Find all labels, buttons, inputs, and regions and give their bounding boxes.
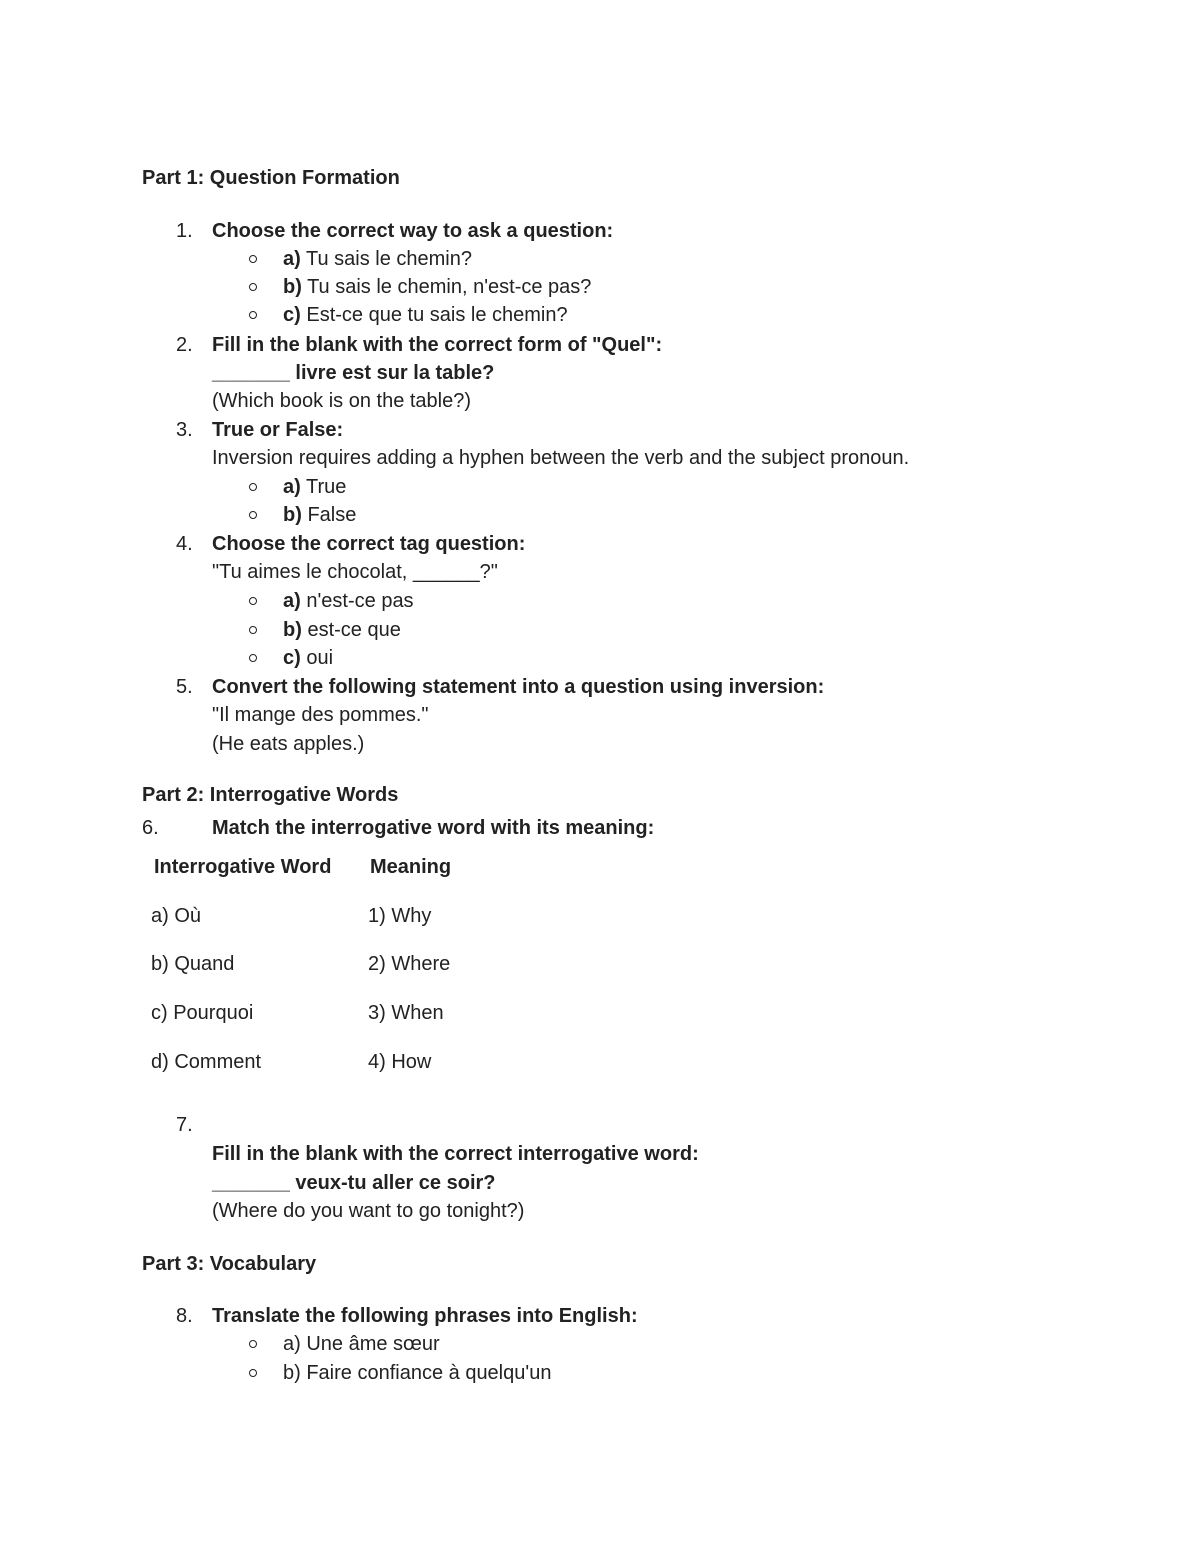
q3-prompt: True or False:	[212, 419, 344, 441]
table-cell: 4) How	[368, 1051, 432, 1073]
q2-number: 2.	[176, 334, 193, 356]
q1-number: 1.	[176, 220, 193, 242]
bullet-icon	[249, 654, 257, 662]
part1-heading: Part 1: Question Formation	[142, 167, 400, 189]
q8-prompt: Translate the following phrases into English:	[212, 1305, 638, 1327]
q6-number: 6.	[142, 817, 159, 839]
q4-number: 4.	[176, 533, 193, 555]
bullet-icon	[249, 1340, 257, 1348]
q8-number: 8.	[176, 1305, 193, 1327]
q3-number: 3.	[176, 419, 193, 441]
table-cell: 1) Why	[368, 905, 432, 927]
q5-translation: (He eats apples.)	[212, 733, 365, 755]
q4-option-b: b) est-ce que	[283, 619, 401, 641]
bullet-icon	[249, 283, 257, 291]
q2-translation: (Which book is on the table?)	[212, 390, 472, 412]
q4-option-c: c) oui	[283, 647, 334, 669]
table-header-word: Interrogative Word	[154, 856, 332, 878]
bullet-icon	[249, 597, 257, 605]
q3-statement: Inversion requires adding a hyphen between the verb and the subject pronoun.	[212, 447, 910, 469]
part2-heading: Part 2: Interrogative Words	[142, 784, 399, 806]
q7-number: 7.	[176, 1114, 193, 1136]
table-cell: 3) When	[368, 1002, 444, 1024]
table-cell: a) Où	[151, 905, 202, 927]
q8-item-b: b) Faire confiance à quelqu'un	[283, 1362, 552, 1384]
bullet-icon	[249, 311, 257, 319]
q5-sentence: "Il mange des pommes."	[212, 704, 429, 726]
q2-prompt: Fill in the blank with the correct form of "Quel":	[212, 334, 663, 356]
bullet-icon	[249, 255, 257, 263]
table-cell: 2) Where	[368, 953, 451, 975]
q3-option-a: a) True	[283, 476, 347, 498]
bullet-icon	[249, 483, 257, 491]
q1-prompt: Choose the correct way to ask a question:	[212, 220, 614, 242]
q4-sentence: "Tu aimes le chocolat, ______?"	[212, 561, 498, 583]
q7-sentence: _______ veux-tu aller ce soir?	[212, 1172, 496, 1194]
bullet-icon	[249, 626, 257, 634]
q5-number: 5.	[176, 676, 193, 698]
bullet-icon	[249, 511, 257, 519]
q7-translation: (Where do you want to go tonight?)	[212, 1200, 525, 1222]
part3-heading: Part 3: Vocabulary	[142, 1253, 317, 1275]
q1-option-a: a) Tu sais le chemin?	[283, 248, 472, 270]
q4-option-a: a) n'est-ce pas	[283, 590, 414, 612]
bullet-icon	[249, 1369, 257, 1377]
table-header-meaning: Meaning	[370, 856, 452, 878]
q8-item-a: a) Une âme sœur	[283, 1333, 440, 1355]
table-cell: c) Pourquoi	[151, 1002, 254, 1024]
q1-option-b: b) Tu sais le chemin, n'est-ce pas?	[283, 276, 592, 298]
table-cell: b) Quand	[151, 953, 235, 975]
q3-option-b: b) False	[283, 504, 357, 526]
q6-prompt: Match the interrogative word with its meaning:	[212, 817, 655, 839]
q2-sentence: _______ livre est sur la table?	[212, 362, 495, 384]
q1-option-c: c) Est-ce que tu sais le chemin?	[283, 304, 568, 326]
q7-prompt: Fill in the blank with the correct interrogative word:	[212, 1143, 699, 1165]
q4-prompt: Choose the correct tag question:	[212, 533, 526, 555]
table-cell: d) Comment	[151, 1051, 262, 1073]
q5-prompt: Convert the following statement into a question using inversion:	[212, 676, 825, 698]
